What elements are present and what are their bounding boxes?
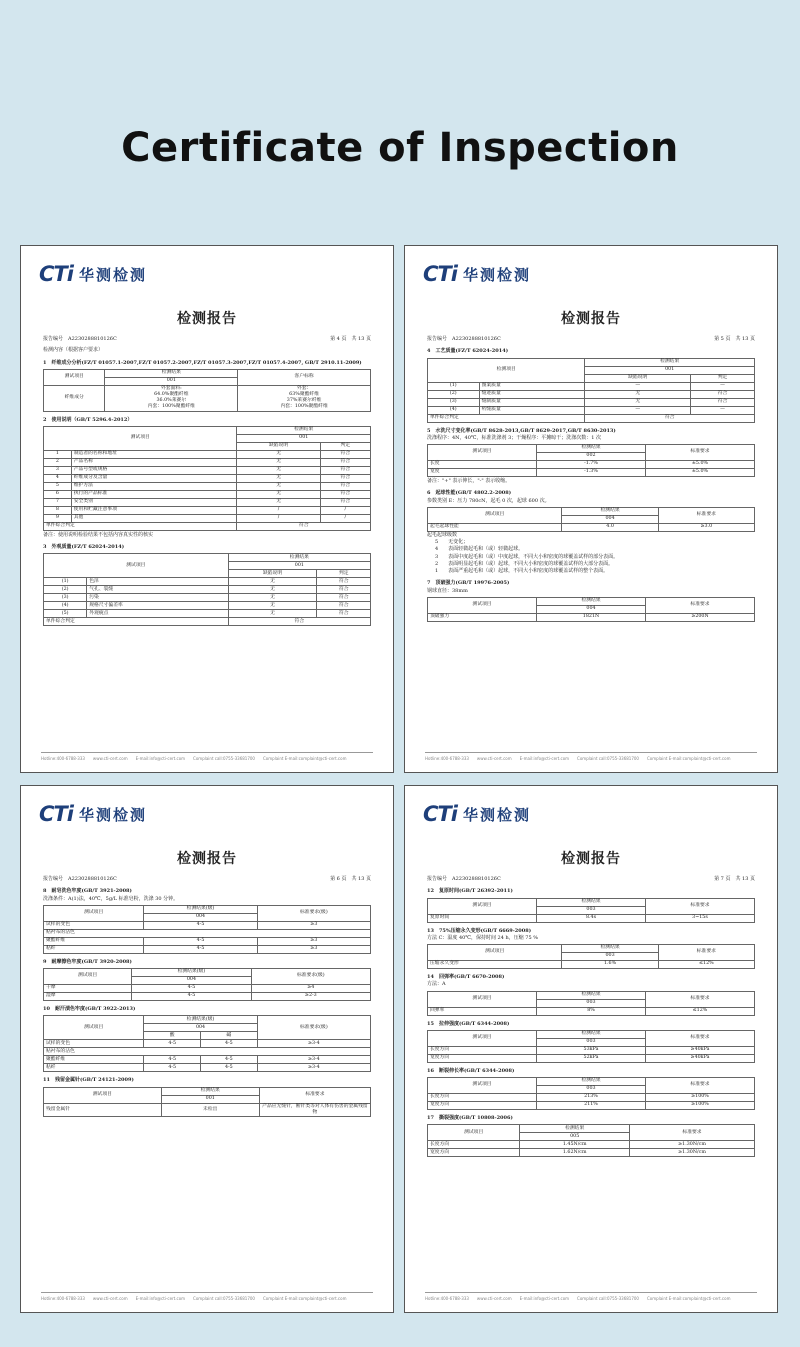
section-title: 8 耐皂洗色牢度(GB/T 3921-2008) (43, 888, 132, 895)
table-row: (4) 规格尺寸偏差率 无 符合 (44, 602, 371, 610)
table-row: 试样的变色 4-5 4-5 ≥3-4 (44, 1040, 371, 1048)
table-row: (5) 外观疵点 无 符合 (44, 610, 371, 618)
table-row: 长度 -1.7% ±5.0% (428, 461, 755, 469)
recovery-time-table: 测试项目 检测结果 标准要求 003 复原时间 8.4s 3~15s (427, 898, 755, 923)
table-row: 粘纤 4-5 4-5 ≥3-4 (44, 1064, 371, 1072)
method: 方法 C：温度 40℃，保持时间 24 h，压缩 75 % (427, 934, 539, 941)
table-row: 4 纤维成分及含量 无 符合 (44, 474, 371, 482)
rubbing-fastness-table: 测试项目 检测结果(级) 标准要求(级) 004 干摩 4-5 ≥4 湿摩 4-5 ≥2-3 (43, 968, 371, 1001)
intro: 检测内容（根据客户要求） (43, 347, 104, 354)
page-number: 第 5 页 共 13 页 (714, 336, 755, 342)
report-title: 检测报告 (177, 851, 237, 867)
report-page-5 (404, 245, 778, 773)
section-title: 5 水洗尺寸变化率(GB/T 8628-2013,GB/T 8629-2017,GB/T 8630-2013) (427, 427, 616, 434)
report-title: 检测报告 (561, 851, 621, 867)
section-title: 6 起球性能(GB/T 4802.2-2008) (427, 490, 512, 497)
method: 方法：A (427, 981, 446, 988)
workmanship-table: 检测项目 检测结果 001 缺陷说明 判定 (1) 图案质量 — — (2) 缝迹质量 无 符合 (3) 缝制质量 无 符合 (4) 绗缝质量 — — 单件综合判定 符合 (427, 358, 755, 423)
table-row: 压缩永久变形 1.6% ≤12% (428, 961, 755, 969)
section-title: 1 纤维成分分析(FZ/T 01057.1-2007,FZ/T 01057.2-2007,FZ/T 01057.3-2007,FZ/T 01057.4-2007, GB/T 2910.11-2009) (43, 359, 362, 366)
cti-logo: CTi 华测检测 (39, 802, 147, 826)
table-row: 长度方向 213% ≥100% (428, 1094, 755, 1102)
section-title: 3 外观质量(FZ/T 62024-2014) (43, 544, 125, 551)
report-number: 报告编号 A2230288810126C (43, 876, 117, 882)
grade-line: 1 表面严重起毛和（或）起球，不同大小和密度的球覆盖试样的整个表面。 (435, 568, 609, 574)
report-title: 检测报告 (177, 311, 237, 327)
appearance-table: 测试项目 检测结果 001 缺陷说明 判定 (1) 色泽 无 符合 (2) 气孔、裂缝 无 符合 (3) 污染 无 符合 (4) 规格尺寸偏差率 无 符合 (5) 外观疵点 无 符合 单件综合判定 符合 (43, 553, 371, 626)
table-row: 宽度方向 52kPa ≥40kPa (428, 1054, 755, 1062)
table-row: 2 产品名称 无 符合 (44, 458, 371, 466)
section-title: 12 复原时间(GB/T 26392-2011) (427, 888, 513, 895)
table-row: (3) 污染 无 符合 (44, 594, 371, 602)
table-row: 复原时间 8.4s 3~15s (428, 914, 755, 922)
table-row: (2) 缝迹质量 无 符合 (428, 390, 755, 398)
page-heading: Certificate of Inspection (121, 125, 679, 171)
table-row: 宽度 -1.3% ±5.0% (428, 469, 755, 477)
cti-logo: CTi 华测检测 (39, 262, 147, 286)
grade-line: 3 表面中度起毛和（或）中度起球，不同大小和密度的球覆盖试样的部分表面。 (435, 553, 619, 560)
grade-line: 2 表面明显起毛和（或）起球，不同大小和密度的球覆盖试样的大部分表面。 (435, 560, 614, 567)
table-row: 粘纤 4-5 ≥3 (44, 945, 371, 953)
table-row: 起毛起球性能 4.0 ≥3.0 (428, 523, 755, 531)
report-number: 报告编号 A2230288810126C (427, 336, 501, 342)
section-title: 16 断裂伸长率(GB/T 6344-2008) (427, 1067, 515, 1074)
report-page-7 (404, 785, 778, 1313)
report-page-6 (20, 785, 394, 1313)
cti-logo: CTi 华测检测 (423, 802, 531, 826)
page-number: 第 4 页 共 13 页 (330, 336, 371, 342)
grade-line: 4 表面轻微起毛和（或）轻微起球。 (435, 546, 524, 553)
washing-fastness-table: 测试项目 检测结果(级) 标准要求(级) 004 试样的变色 4-5 ≥3 贴衬布的沾色 聚酯纤维 4-5 ≥3 粘纤 4-5 ≥3 (43, 905, 371, 954)
fiber-table: 测试项目 检测结果 客户标称 001 纤维成分 外套面料: 64.0%聚酯纤维 36.0%莱赛尔 内套：100%聚酯纤维 外套： 63%聚酯纤维 37%莱赛尔纤维 内套：100%聚酯纤维 (43, 369, 371, 412)
table-row: 宽度方向 1.62N/cm ≥1.30N/cm (428, 1149, 755, 1157)
method: 洗涤条件：A(1)法，40℃，5g/L 标准皂粉，洗涤 30 分钟。 (43, 895, 179, 902)
section-title: 13 75%压缩永久变形(GB/T 6669-2008) (427, 927, 532, 934)
tear-table: 测试项目 检测结果 标准要求 005 长度方向 1.45N/cm ≥1.30N/cm 宽度方向 1.62N/cm ≥1.30N/cm (427, 1124, 755, 1157)
method: 参数类别 E：压力 780cN，起毛 0 次，起球 600 次。 (427, 497, 550, 504)
perspiration-fastness-table: 测试项目 检测结果(级) 标准要求(级) 004 酸 碱 试样的变色 4-5 4-5 ≥3-4 贴衬布的沾色 聚酯纤维 4-5 4-5 ≥3-4 粘纤 4-5 4-5 ≥3-4 (43, 1015, 371, 1072)
section-title: 4 工艺质量(FZ/T 62024-2014) (427, 348, 509, 355)
note: 备注："+" 表示伸长，"-" 表示收缩。 (427, 478, 511, 484)
section-title: 14 回弹率(GB/T 6670-2008) (427, 974, 505, 980)
report-number: 报告编号 A2230288810126C (43, 336, 117, 342)
table-row: 顶破强力 1821N ≥200N (428, 613, 755, 621)
table-row: 9 其他 / / (44, 514, 371, 522)
table-row: 聚酯纤维 4-5 ≥3 (44, 937, 371, 945)
cti-logo: CTi 华测检测 (423, 262, 531, 286)
table-row: 3 产品号型或规格 无 符合 (44, 466, 371, 474)
page-number: 第 6 页 共 13 页 (330, 876, 371, 882)
report-page-4 (20, 245, 394, 773)
page-footer: Hotline:400-6788-333 www.cti-cert.com E-mail:info@cti-cert.com Complaint call:0755-33681700 Complaint E-mail:complaint@cti-cert.com (425, 752, 757, 762)
section-title: 15 拉伸强度(GB/T 6344-2008) (427, 1020, 510, 1027)
section-title: 7 顶破强力(GB/T 19976-2005) (427, 580, 510, 587)
table-row: 残留金属针 未检出 产品应无缝针，断针类等对人体有伤害的金属残留物 (44, 1103, 371, 1116)
section-title: 2 使用说明（GB/T 5296.4-2012） (43, 416, 133, 423)
page-footer: Hotline:400-6788-333 www.cti-cert.com E-mail:info@cti-cert.com Complaint call:0755-33681700 Complaint E-mail:complaint@cti-cert.com (41, 1292, 373, 1302)
page-number: 第 7 页 共 13 页 (714, 876, 755, 882)
method: 洗涤程序：4N，40℃，标准洗涤剂 3；干燥程序：平摊晾干；洗涤次数：1 次 (427, 434, 602, 441)
table-row: 1 制造者的名称和地址 无 符合 (44, 450, 371, 458)
table-row: 长度方向 1.45N/cm ≥1.30N/cm (428, 1141, 755, 1149)
note: 备注：使用说明检验结果不包括内容真实性的核实 (43, 531, 154, 538)
method: 钢球直径：38mm (427, 587, 468, 594)
compression-set-table: 测试项目 检测结果 标准要求 003 压缩永久变形 1.6% ≤12% (427, 944, 755, 969)
instructions-table: 测试项目 检测结果 001 缺陷说明 判定 1 制造者的名称和地址 无 符合 2 产品名称 无 符合 3 产品号型或规格 无 符合 4 纤维成分及含量 无 符合 5 维护方法 无 符合 6 执行的产品标准 无 符合 7 安全类别 无 符合 8 使用和贮藏注意事项 / / 9 其他 / / 单件综合判定 符合 (43, 426, 371, 531)
elongation-table: 测试项目 检测结果 标准要求 003 长度方向 213% ≥100% 宽度方向 211% ≥100% (427, 1077, 755, 1110)
table-row: 7 安全类别 无 符合 (44, 498, 371, 506)
dimensional-table: 测试项目 检测结果 标准要求 002 长度 -1.7% ±5.0% 宽度 -1.3% ±5.0% (427, 444, 755, 477)
table-row: 5 维护方法 无 符合 (44, 482, 371, 490)
table-row: (1) 色泽 无 符合 (44, 578, 371, 586)
burst-table: 测试项目 检测结果 标准要求 004 顶破强力 1821N ≥200N (427, 597, 755, 622)
grade-line: 5 无变化； (435, 539, 469, 545)
table-row: (4) 绗缝质量 — — (428, 406, 755, 414)
table-row: 贴衬布的沾色 (44, 1048, 371, 1056)
page-footer: Hotline:400-6788-333 www.cti-cert.com E-mail:info@cti-cert.com Complaint call:0755-33681700 Complaint E-mail:complaint@cti-cert.com (425, 1292, 757, 1302)
table-row: 回弹率 8% ≤12% (428, 1007, 755, 1015)
table-row: 宽度方向 211% ≥100% (428, 1102, 755, 1110)
table-row: (3) 缝制质量 无 符合 (428, 398, 755, 406)
table-row: 长度方向 53kPa ≥40kPa (428, 1046, 755, 1054)
table-row: (2) 气孔、裂缝 无 符合 (44, 586, 371, 594)
grades-title: 起毛起球级数 (427, 531, 458, 538)
table-row: (1) 图案质量 — — (428, 382, 755, 390)
report-title: 检测报告 (561, 311, 621, 327)
section-title: 9 耐摩擦色牢度(GB/T 3920-2008) (43, 958, 132, 965)
table-row: 聚酯纤维 4-5 4-5 ≥3-4 (44, 1056, 371, 1064)
table-row: 贴衬布的沾色 (44, 929, 371, 937)
table-row: 干摩 4-5 ≥4 (44, 985, 371, 993)
table-row: 6 执行的产品标准 无 符合 (44, 490, 371, 498)
section-title: 17 撕裂强度(GB/T 10808-2006) (427, 1115, 513, 1121)
section-title: 11 残留金属针(GB/T 24121-2009) (43, 1077, 134, 1084)
table-row: 湿摩 4-5 ≥2-3 (44, 993, 371, 1001)
table-row: 试样的变色 4-5 ≥3 (44, 921, 371, 929)
report-number: 报告编号 A2230288810126C (427, 876, 501, 882)
tensile-table: 测试项目 检测结果 标准要求 003 长度方向 53kPa ≥40kPa 宽度方向 52kPa ≥40kPa (427, 1030, 755, 1063)
page-footer: Hotline:400-6788-333 www.cti-cert.com E-mail:info@cti-cert.com Complaint call:0755-33681700 Complaint E-mail:complaint@cti-cert.com (41, 752, 373, 762)
table-row: 8 使用和贮藏注意事项 / / (44, 506, 371, 514)
pilling-table: 测试项目 检测结果 标准要求 004 起毛起球性能 4.0 ≥3.0 (427, 507, 755, 532)
resilience-table: 测试项目 检测结果 标准要求 003 回弹率 8% ≤12% (427, 991, 755, 1016)
section-title: 10 耐汗渍色牢度(GB/T 3922-2013) (43, 1006, 136, 1012)
metal-needle-table: 测试项目 检测结果 标准要求 001 残留金属针 未检出 产品应无缝针，断针类等对人体有伤害的金属残留物 (43, 1087, 371, 1117)
